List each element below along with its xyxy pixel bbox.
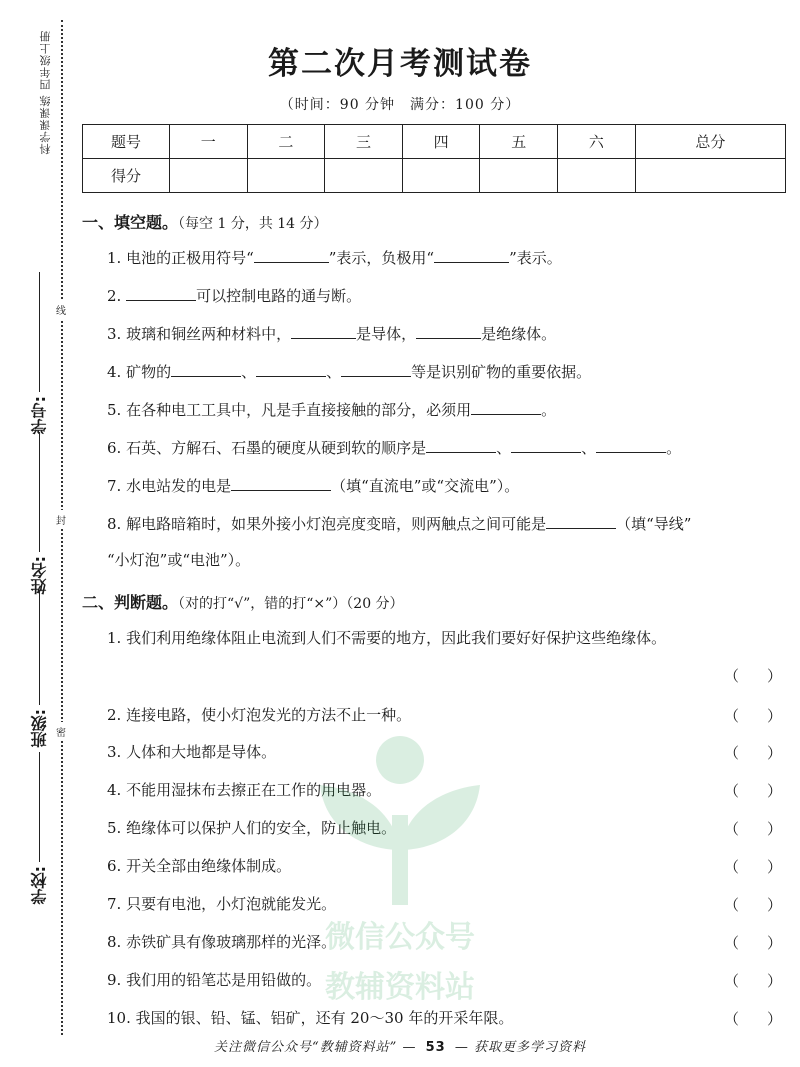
section-true-false-note: （对的打“√”，错的打“×”）（20 分） [178, 596, 404, 612]
score-input-q6[interactable] [558, 159, 636, 193]
score-input-total[interactable] [635, 159, 785, 193]
q8-text-c: “小灯泡”或“电池”）。 [107, 551, 251, 569]
q3-blank-2[interactable] [416, 324, 481, 339]
score-cell-label: 题号 [83, 125, 170, 159]
q1-blank-1[interactable] [254, 248, 329, 263]
section-fill-blank-heading [82, 210, 786, 233]
paren-open: （ [724, 820, 740, 838]
name-label: 姓名: [30, 556, 49, 595]
paren-open: （ [724, 1010, 740, 1028]
section-true-false-heading [82, 590, 786, 613]
score-cell-q6: 六 [558, 125, 636, 159]
q6-blank-1[interactable] [426, 438, 496, 453]
class-field [28, 590, 51, 747]
score-cell-q5: 五 [480, 125, 558, 159]
tf-question-5: 5. 绝缘体可以保护人们的安全，防止触电。 [107, 819, 397, 837]
q1-text-a: 1. 电池的正极用符号“ [107, 249, 254, 267]
section-true-false-title: 二、判断题。 [82, 593, 179, 612]
paren-close: ） [766, 707, 782, 725]
tf-question-8: 8. 赤铁矿具有像玻璃那样的光泽。 [107, 933, 337, 951]
q6-sep-1: 、 [496, 439, 512, 457]
paren-close: ） [766, 896, 782, 914]
tf-answer-7[interactable] [724, 894, 782, 915]
q4-sep-2: 、 [326, 363, 342, 381]
fill-question-1 [107, 248, 786, 268]
q4-blank-2[interactable] [256, 362, 326, 377]
q6-blank-3[interactable] [596, 438, 666, 453]
seal-char-secret: 密 [56, 722, 66, 741]
score-cell-q1: 一 [170, 125, 248, 159]
tf-question-6: 6. 开关全部由绝缘体制成。 [107, 857, 292, 875]
page-title: 第二次月考测试卷 [268, 46, 532, 82]
score-table-score-row [83, 159, 786, 193]
school-line [39, 752, 40, 862]
side-book-tag: 科学课课练 四年级上册 [39, 30, 52, 155]
q3-blank-1[interactable] [291, 324, 356, 339]
q2-text-a: 2. [107, 287, 122, 305]
tf-answer-6[interactable] [724, 856, 782, 877]
q3-text-c: 是绝缘体。 [481, 325, 557, 343]
q6-sep-2: 、 [581, 439, 597, 457]
tf-question-2: 2. 连接电路，使小灯泡发光的方法不止一种。 [107, 706, 412, 724]
name-field [28, 432, 51, 594]
tf-answer-2[interactable] [724, 705, 782, 726]
q4-blank-3[interactable] [341, 362, 411, 377]
q4-sep-1: 、 [241, 363, 257, 381]
tf-answer-4[interactable] [724, 780, 782, 801]
watermark-line-1: 微信公众号 [325, 920, 475, 955]
fill-question-8-cont [107, 550, 786, 570]
tf-question-1: 1. 我们利用绝缘体阻止电流到人们不需要的地方，因此我们要好好保护这些绝缘体。 [107, 629, 667, 647]
fill-question-5 [107, 400, 786, 420]
q3-text-b: 是导体， [356, 325, 417, 343]
paren-close: ） [766, 1010, 782, 1028]
fill-question-8 [107, 514, 786, 534]
q4-text-b: 等是识别矿物的重要依据。 [411, 363, 592, 381]
tf-answer-1[interactable] [724, 665, 782, 686]
q5-text-a: 5. 在各种电工工具中，凡是手直接接触的部分，必须用 [107, 401, 472, 419]
paren-close: ） [766, 667, 782, 685]
q7-text-a: 7. 水电站发的电是 [107, 477, 232, 495]
paren-open: （ [724, 972, 740, 990]
paren-close: ） [766, 972, 782, 990]
footer-right-text: 获取更多学习资料 [473, 1040, 586, 1055]
score-input-q2[interactable] [247, 159, 325, 193]
q1-text-c: ”表示。 [509, 249, 562, 267]
q7-text-b: （填“直流电”或“交流电”）。 [331, 477, 520, 495]
paren-open: （ [724, 744, 740, 762]
class-line [39, 590, 40, 705]
paren-close: ） [766, 820, 782, 838]
tf-answer-5[interactable] [724, 818, 782, 839]
paren-open: （ [724, 667, 740, 685]
paren-close: ） [766, 858, 782, 876]
paren-close: ） [766, 934, 782, 952]
q1-text-b: ”表示，负极用“ [328, 249, 435, 267]
watermark-line-2: 教辅资料站 [325, 970, 475, 1005]
seal-char-seal: 封 [56, 510, 66, 529]
score-input-q1[interactable] [170, 159, 248, 193]
q6-text-b: 。 [666, 439, 682, 457]
q5-text-b: 。 [541, 401, 557, 419]
name-line [39, 432, 40, 552]
score-cell-total: 总分 [635, 125, 785, 159]
paren-close: ） [766, 744, 782, 762]
school-field [28, 752, 51, 904]
paren-open: （ [724, 934, 740, 952]
score-table-header-row [83, 125, 786, 159]
tf-question-4: 4. 不能用湿抹布去擦正在工作的用电器。 [107, 781, 382, 799]
tf-answer-10[interactable] [724, 1008, 782, 1029]
score-input-q4[interactable] [402, 159, 480, 193]
tf-answer-3[interactable] [724, 742, 782, 763]
paren-open: （ [724, 896, 740, 914]
paren-open: （ [724, 707, 740, 725]
q4-text-a: 4. 矿物的 [107, 363, 172, 381]
q5-blank-1[interactable] [471, 400, 541, 415]
q2-blank-1[interactable] [126, 286, 196, 301]
tf-answer-8[interactable] [724, 932, 782, 953]
q8-text-b: （填“导线” [616, 515, 692, 533]
q8-text-a: 8. 解电路暗箱时，如果外接小灯泡亮度变暗，则两触点之间可能是 [107, 515, 547, 533]
score-cell-q2: 二 [247, 125, 325, 159]
q8-blank-1[interactable] [546, 514, 616, 529]
paren-close: ） [766, 782, 782, 800]
tf-question-9: 9. 我们用的铅笔芯是用铅做的。 [107, 971, 322, 989]
page-number: 53 [425, 1040, 446, 1055]
footer-left-text: 关注微信公众号“教辅资料站” [214, 1040, 398, 1055]
fill-question-4 [107, 362, 786, 382]
paren-open: （ [724, 858, 740, 876]
score-cell-q3: 三 [325, 125, 403, 159]
score-cell-q4: 四 [402, 125, 480, 159]
footer-dash-right: — [454, 1040, 469, 1055]
section-fill-blank-note: （每空 1 分，共 14 分） [178, 216, 328, 232]
fill-question-6 [107, 438, 786, 458]
tf-question-7: 7. 只要有电池，小灯泡就能发光。 [107, 895, 337, 913]
q7-blank-1[interactable] [231, 476, 331, 491]
school-label: 学校: [30, 866, 49, 905]
q6-text-a: 6. 石英、方解石、石墨的硬度从硬到软的顺序是 [107, 439, 427, 457]
tf-question-3: 3. 人体和大地都是导体。 [107, 743, 277, 761]
score-table [82, 124, 786, 193]
fill-question-7 [107, 476, 786, 496]
student-id-field [28, 272, 51, 434]
student-id-line [39, 272, 40, 392]
score-input-q3[interactable] [325, 159, 403, 193]
q2-text-b: 可以控制电路的通与断。 [196, 287, 362, 305]
q1-blank-2[interactable] [434, 248, 509, 263]
q6-blank-2[interactable] [511, 438, 581, 453]
score-input-q5[interactable] [480, 159, 558, 193]
seal-char-line: 线 [56, 300, 66, 319]
fill-question-3 [107, 324, 786, 344]
exam-info: （时间：90 分钟 满分：100 分） [279, 97, 521, 113]
q3-text-a: 3. 玻璃和铜丝两种材料中， [107, 325, 292, 343]
paren-open: （ [724, 782, 740, 800]
fill-question-2 [107, 286, 786, 306]
binding-margin [0, 0, 80, 1067]
section-fill-blank-title: 一、填空题。 [82, 213, 179, 232]
class-label: 班级: [30, 709, 49, 748]
score-row-label: 得分 [83, 159, 170, 193]
tf-question-10: 10. 我国的银、铅、锰、铝矿，还有 20～30 年的开采年限。 [107, 1009, 514, 1027]
tf-answer-9[interactable] [724, 970, 782, 991]
student-id-label: 学号: [30, 396, 49, 435]
q4-blank-1[interactable] [171, 362, 241, 377]
page-footer [0, 1036, 800, 1055]
footer-dash-left: — [402, 1040, 417, 1055]
